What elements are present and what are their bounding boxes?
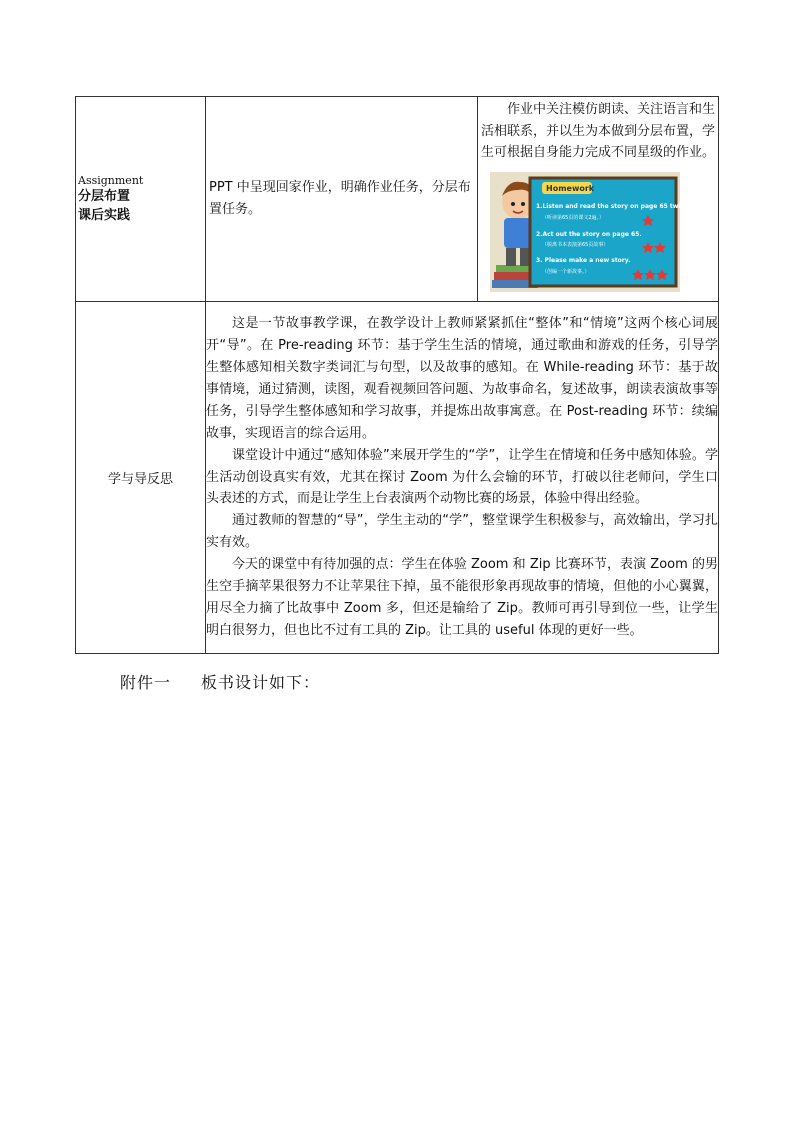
lesson-plan-table — [75, 96, 719, 654]
homework-item-2-cn: （脱离书本表演第65页故事） — [542, 241, 609, 248]
reflection-paragraph-1: 这是一节故事教学课，在教学设计上教师紧紧抓住“整体”和“情境”这两个核心词展开“导”。在 Pre-reading 环节：基于学生生活的情境，通过歌曲和游戏的任务，引导学生整体感知相关数字类词汇与句型，以及故事的感知。在 While-reading 环节：基于故事情境，通过猜测，读图，观看视频回答问题、为故事命名，复述故事，朗读表演故事等任务，引导学生整体感知和学习故事，并提炼出故事寓意。在 Post-reading 环节：续编故事，实现语言的综合运用。 — [206, 316, 718, 441]
assignment-note-cell — [478, 97, 719, 302]
reflection-paragraph-2: 课堂设计中通过“感知体验”来展开学生的“学”，让学生在情境和任务中感知体验。学生活动创设真实有效，尤其在探讨 Zoom 为什么会输的环节，打破以往老师问，学生口头表述的方式，而是让学生上台表演两个动物比赛的场景，体验中得出经验。 — [206, 447, 718, 507]
appendix-text: 板书设计如下： — [201, 673, 321, 692]
reflection-paragraph-4: 今天的课堂中有待加强的点：学生在体验 Zoom 和 Zip 比赛环节，表演 Zoom 的男生空手摘苹果很努力不让苹果往下掉，虽不能很形象再现故事的情境，但他的小心翼翼，用尽全力摘了比故事中 Zoom 多，但还是输给了 Zip。教师可再引导到位一些，让学生明白很努力，但也比不过有工具的 Zip。让工具的 useful 体现的更好一些。 — [206, 557, 718, 638]
assignment-row — [76, 97, 719, 302]
assignment-content-cell — [206, 97, 478, 302]
homework-tag: Homework — [546, 183, 595, 193]
homework-slide-image — [490, 172, 680, 292]
homework-item-3-cn: （创编一个新故事。） — [542, 268, 590, 275]
assignment-label-cn-2: 课后实践 — [78, 207, 131, 223]
homework-item-1-cn: （听读第65页的课文2遍。） — [542, 214, 605, 221]
appendix-label: 附件一 — [120, 673, 172, 692]
assignment-label-cell — [76, 97, 206, 302]
reflection-row — [76, 302, 719, 654]
assignment-label-en: Assignment — [78, 173, 144, 187]
reflection-paragraph-3: 通过教师的智慧的“导”，学生主动的“学”，整堂课学生积极参与，高效输出，学习扎实有效。 — [206, 513, 718, 551]
ppt-homework-text: PPT 中呈现回家作业，明确作业任务，分层布置任务。 — [209, 180, 471, 217]
reflection-content — [206, 302, 719, 654]
assignment-note: 作业中关注模仿朗读、关注语言和生活相联系，并以生为本做到分层布置，学生可根据自身能力完成不同星级的作业。 — [481, 102, 716, 160]
appendix-line — [120, 670, 320, 693]
assignment-label-cn-1: 分层布置 — [78, 188, 131, 204]
reflection-label: 学与导反思 — [76, 302, 206, 654]
homework-item-1: 1.Listen and read the story on page 65 twice. — [536, 202, 680, 210]
homework-item-2: 2.Act out the story on page 65. — [536, 230, 642, 238]
homework-item-3: 3. Please make a new story. — [536, 256, 631, 264]
